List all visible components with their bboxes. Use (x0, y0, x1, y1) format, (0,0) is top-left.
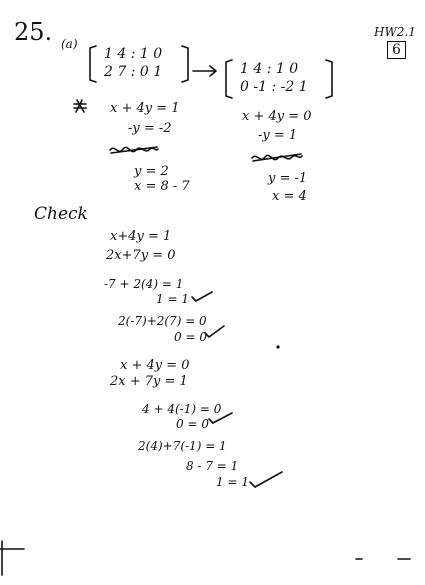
check2-line6: 8 - 7 = 1 (186, 459, 239, 473)
check1-line5: 2(-7)+2(7) = 0 (118, 314, 207, 328)
left-eq2: -y = -2 (128, 121, 172, 136)
check2-line2: 2x + 7y = 1 (110, 374, 188, 389)
check-title: Check (34, 204, 88, 224)
check2-line3: 4 + 4(-1) = 0 (142, 402, 222, 416)
left-x-value: x = 8 - 7 (134, 179, 190, 194)
right-y-value: y = -1 (268, 171, 308, 186)
check1-line6: 0 = 0 (174, 330, 207, 344)
check2-line5: 2(4)+7(-1) = 1 (138, 439, 227, 453)
right-x-value: x = 4 (272, 189, 307, 204)
check2-line4: 0 = 0 (176, 417, 209, 431)
check2-line1: x + 4y = 0 (120, 358, 190, 373)
check1-line1: x+4y = 1 (110, 229, 172, 244)
left-y-value: y = 2 (134, 164, 169, 179)
check1-line4: 1 = 1 (156, 292, 189, 306)
left-eq1: x + 4y = 1 (110, 101, 180, 116)
check1-line2: 2x+7y = 0 (106, 248, 176, 263)
problem-number: 25. (14, 18, 53, 46)
right-eq2: -y = 1 (258, 128, 298, 143)
score-box: 6 (387, 41, 406, 59)
check1-line3: -7 + 2(4) = 1 (104, 277, 184, 291)
part-label: (a) (61, 37, 78, 51)
right-eq1: x + 4y = 0 (242, 109, 312, 124)
check2-line7: 1 = 1 (216, 475, 249, 489)
matrix-left-row1: 1 4 : 1 0 (104, 46, 163, 62)
matrix-left-row2: 2 7 : 0 1 (104, 64, 163, 80)
assignment-label: HW2.1 (374, 25, 416, 39)
matrix-right-row2: 0 -1 : -2 1 (240, 79, 308, 95)
matrix-right-row1: 1 4 : 1 0 (240, 61, 299, 77)
